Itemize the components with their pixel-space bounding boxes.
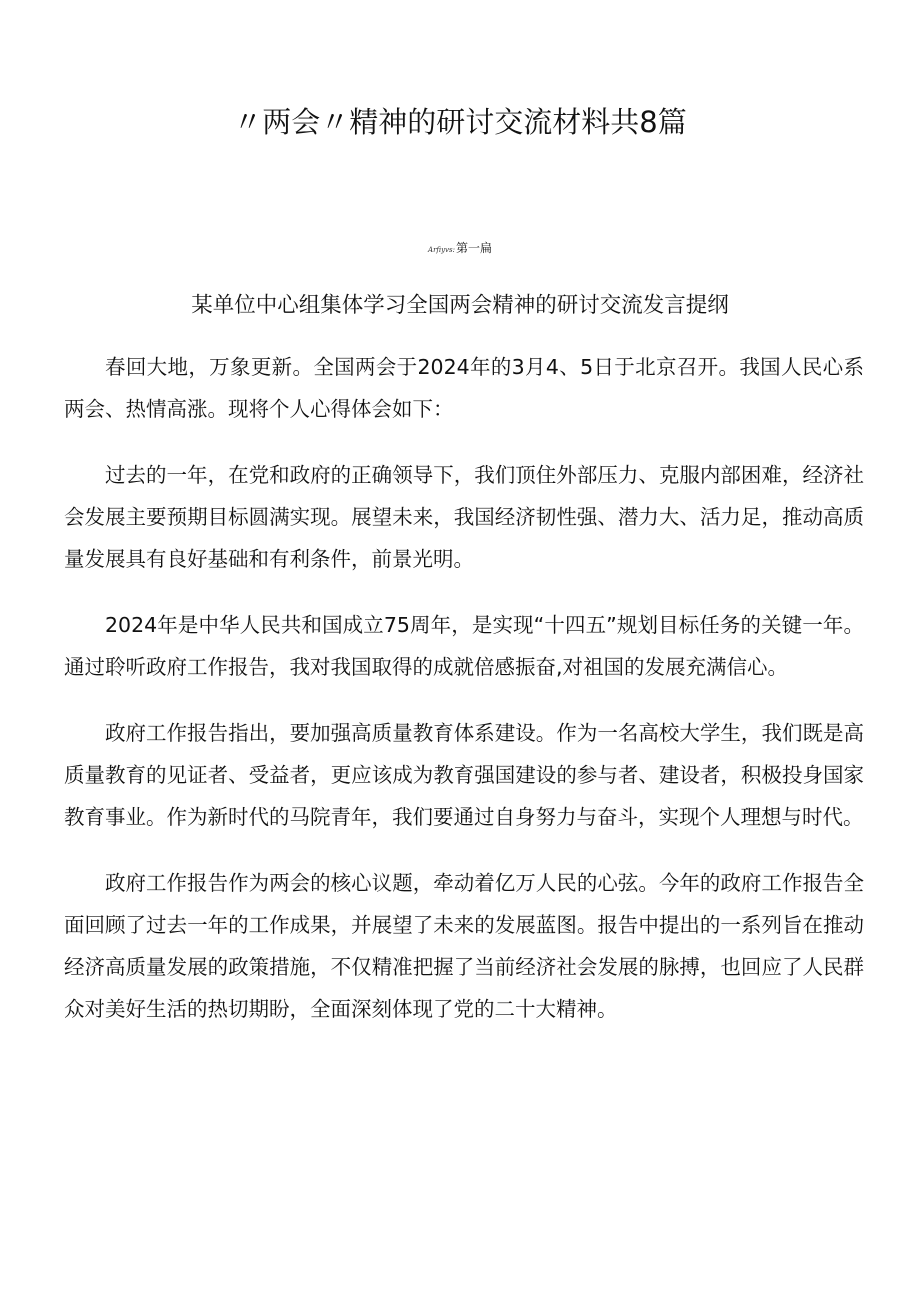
- section-title: 某单位中心组集体学习全国两会精神的研讨交流发言提纲: [191, 293, 729, 318]
- document-body: [64, 346, 864, 1054]
- paragraph: 春回大地，万象更新。全国两会于2024年的3月4、5日于北京召开。我国人民心系两会、热情高涨。现将个人心得体会如下：: [64, 355, 864, 421]
- document-title: 〃两会〃精神的研讨交流材料共8篇: [233, 105, 687, 139]
- part-label-text: 第一扁: [455, 241, 492, 255]
- paragraph: 2024年是中华人民共和国成立75周年，是实现“十四五”规划目标任务的关键一年。通过聆听政府工作报告，我对我国取得的成就倍感振奋,对祖国的发展充满信心。: [64, 613, 864, 679]
- part-stamp: Arfiyvs:: [428, 246, 455, 254]
- paragraph: 政府工作报告指出，要加强高质量教育体系建设。作为一名高校大学生，我们既是高质量教育的见证者、受益者，更应该成为教育强国建设的参与者、建设者，积极投身国家教育事业。作为新时代的马院青年，我们要通过自身努力与奋斗，实现个人理想与时代。: [64, 721, 864, 829]
- part-label: [0, 238, 920, 260]
- paragraph: 过去的一年，在党和政府的正确领导下，我们顶住外部压力、克服内部困难，经济社会发展主要预期目标圆满实现。展望未来，我国经济韧性强、潜力大、活力足，推动高质量发展具有良好基础和有利条件，前景光明。: [64, 463, 864, 571]
- paragraph: 政府工作报告作为两会的核心议题，牵动着亿万人民的心弦。今年的政府工作报告全面回顾了过去一年的工作成果，并展望了未来的发展蓝图。报告中提出的一系列旨在推动经济高质量发展的政策措施，不仅精准把握了当前经济社会发展的脉搏，也回应了人民群众对美好生活的热切期盼，全面深刻体现了党的二十大精神。: [64, 871, 864, 1021]
